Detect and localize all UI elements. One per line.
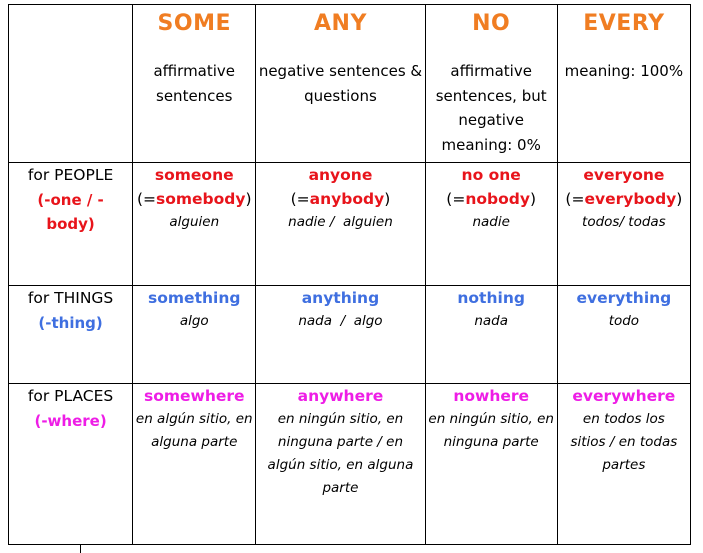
cell-everywhere [557, 384, 690, 545]
cell-nowhere [425, 384, 557, 545]
pronoun-word: nothing [457, 289, 525, 307]
column-description: affirmative sentences, but negative meaning: 0% [435, 62, 547, 154]
pronoun-word: somewhere [143, 387, 245, 405]
translation: nadie [472, 214, 510, 230]
cell-everything [557, 286, 690, 384]
pronoun-word: nowhere [453, 387, 530, 405]
translation: alguien [169, 214, 220, 230]
column-title: ANY [314, 11, 367, 36]
header-row [9, 5, 691, 163]
pronoun-word: everyone [583, 166, 665, 184]
translation: en ningún sitio, en ninguna parte / en algún sitio, en alguna parte [267, 411, 414, 496]
text-cursor-mark [80, 544, 81, 553]
column-title: EVERY [583, 11, 665, 36]
pronoun-synonym: (=somebody) [136, 190, 252, 208]
translation: en ningún sitio, en ninguna parte [428, 411, 554, 450]
translation: nada [474, 313, 508, 329]
pronoun-word: anything [301, 289, 380, 307]
header-cell-no [425, 5, 557, 163]
cell-someone [133, 163, 256, 286]
cell-anyone [256, 163, 425, 286]
translation: todo [608, 313, 640, 329]
things-row [9, 286, 691, 384]
column-title: NO [472, 11, 511, 36]
row-label-things [9, 286, 133, 384]
category-label: for PLACES [27, 387, 114, 405]
pronoun-synonym: (=anybody) [290, 190, 391, 208]
people-row [9, 163, 691, 286]
translation: en todos los sitios / en todas partes [570, 411, 678, 473]
header-cell-any [256, 5, 425, 163]
header-cell-every [557, 5, 690, 163]
column-description: affirmative sentences [153, 62, 236, 105]
pronoun-word: anyone [308, 166, 373, 184]
translation: nadie / alguien [288, 214, 393, 230]
pronoun-word: everything [576, 289, 672, 307]
cell-something [133, 286, 256, 384]
translation: en algún sitio, en alguna parte [135, 411, 253, 450]
column-description: negative sentences & questions [258, 62, 423, 105]
pronoun-word: something [148, 289, 241, 307]
category-suffix: (-one / -body) [37, 190, 104, 233]
translation: todos/ todas [582, 214, 666, 230]
cell-no-one [425, 163, 557, 286]
translation: nada / algo [298, 313, 383, 329]
places-row [9, 384, 691, 545]
pronoun-word: someone [154, 166, 234, 184]
translation: algo [179, 313, 209, 329]
category-suffix: (-thing) [38, 313, 103, 332]
cell-anything [256, 286, 425, 384]
cell-nothing [425, 286, 557, 384]
row-label-people [9, 163, 133, 286]
corner-cell [9, 5, 133, 163]
cell-anywhere [256, 384, 425, 545]
pronoun-word: anywhere [297, 387, 384, 405]
cell-somewhere [133, 384, 256, 545]
header-cell-some [133, 5, 256, 163]
grammar-table [8, 4, 691, 545]
column-title: SOME [157, 11, 231, 36]
column-description: meaning: 100% [564, 62, 684, 80]
cell-everyone [557, 163, 690, 286]
row-label-places [9, 384, 133, 545]
category-suffix: (-where) [34, 411, 107, 430]
pronoun-word: everywhere [572, 387, 676, 405]
pronoun-synonym: (=everybody) [565, 190, 683, 208]
pronoun-synonym: (=nobody) [446, 190, 537, 208]
category-label: for THINGS [27, 289, 114, 307]
pronoun-word: no one [461, 166, 521, 184]
category-label: for PEOPLE [27, 166, 114, 184]
